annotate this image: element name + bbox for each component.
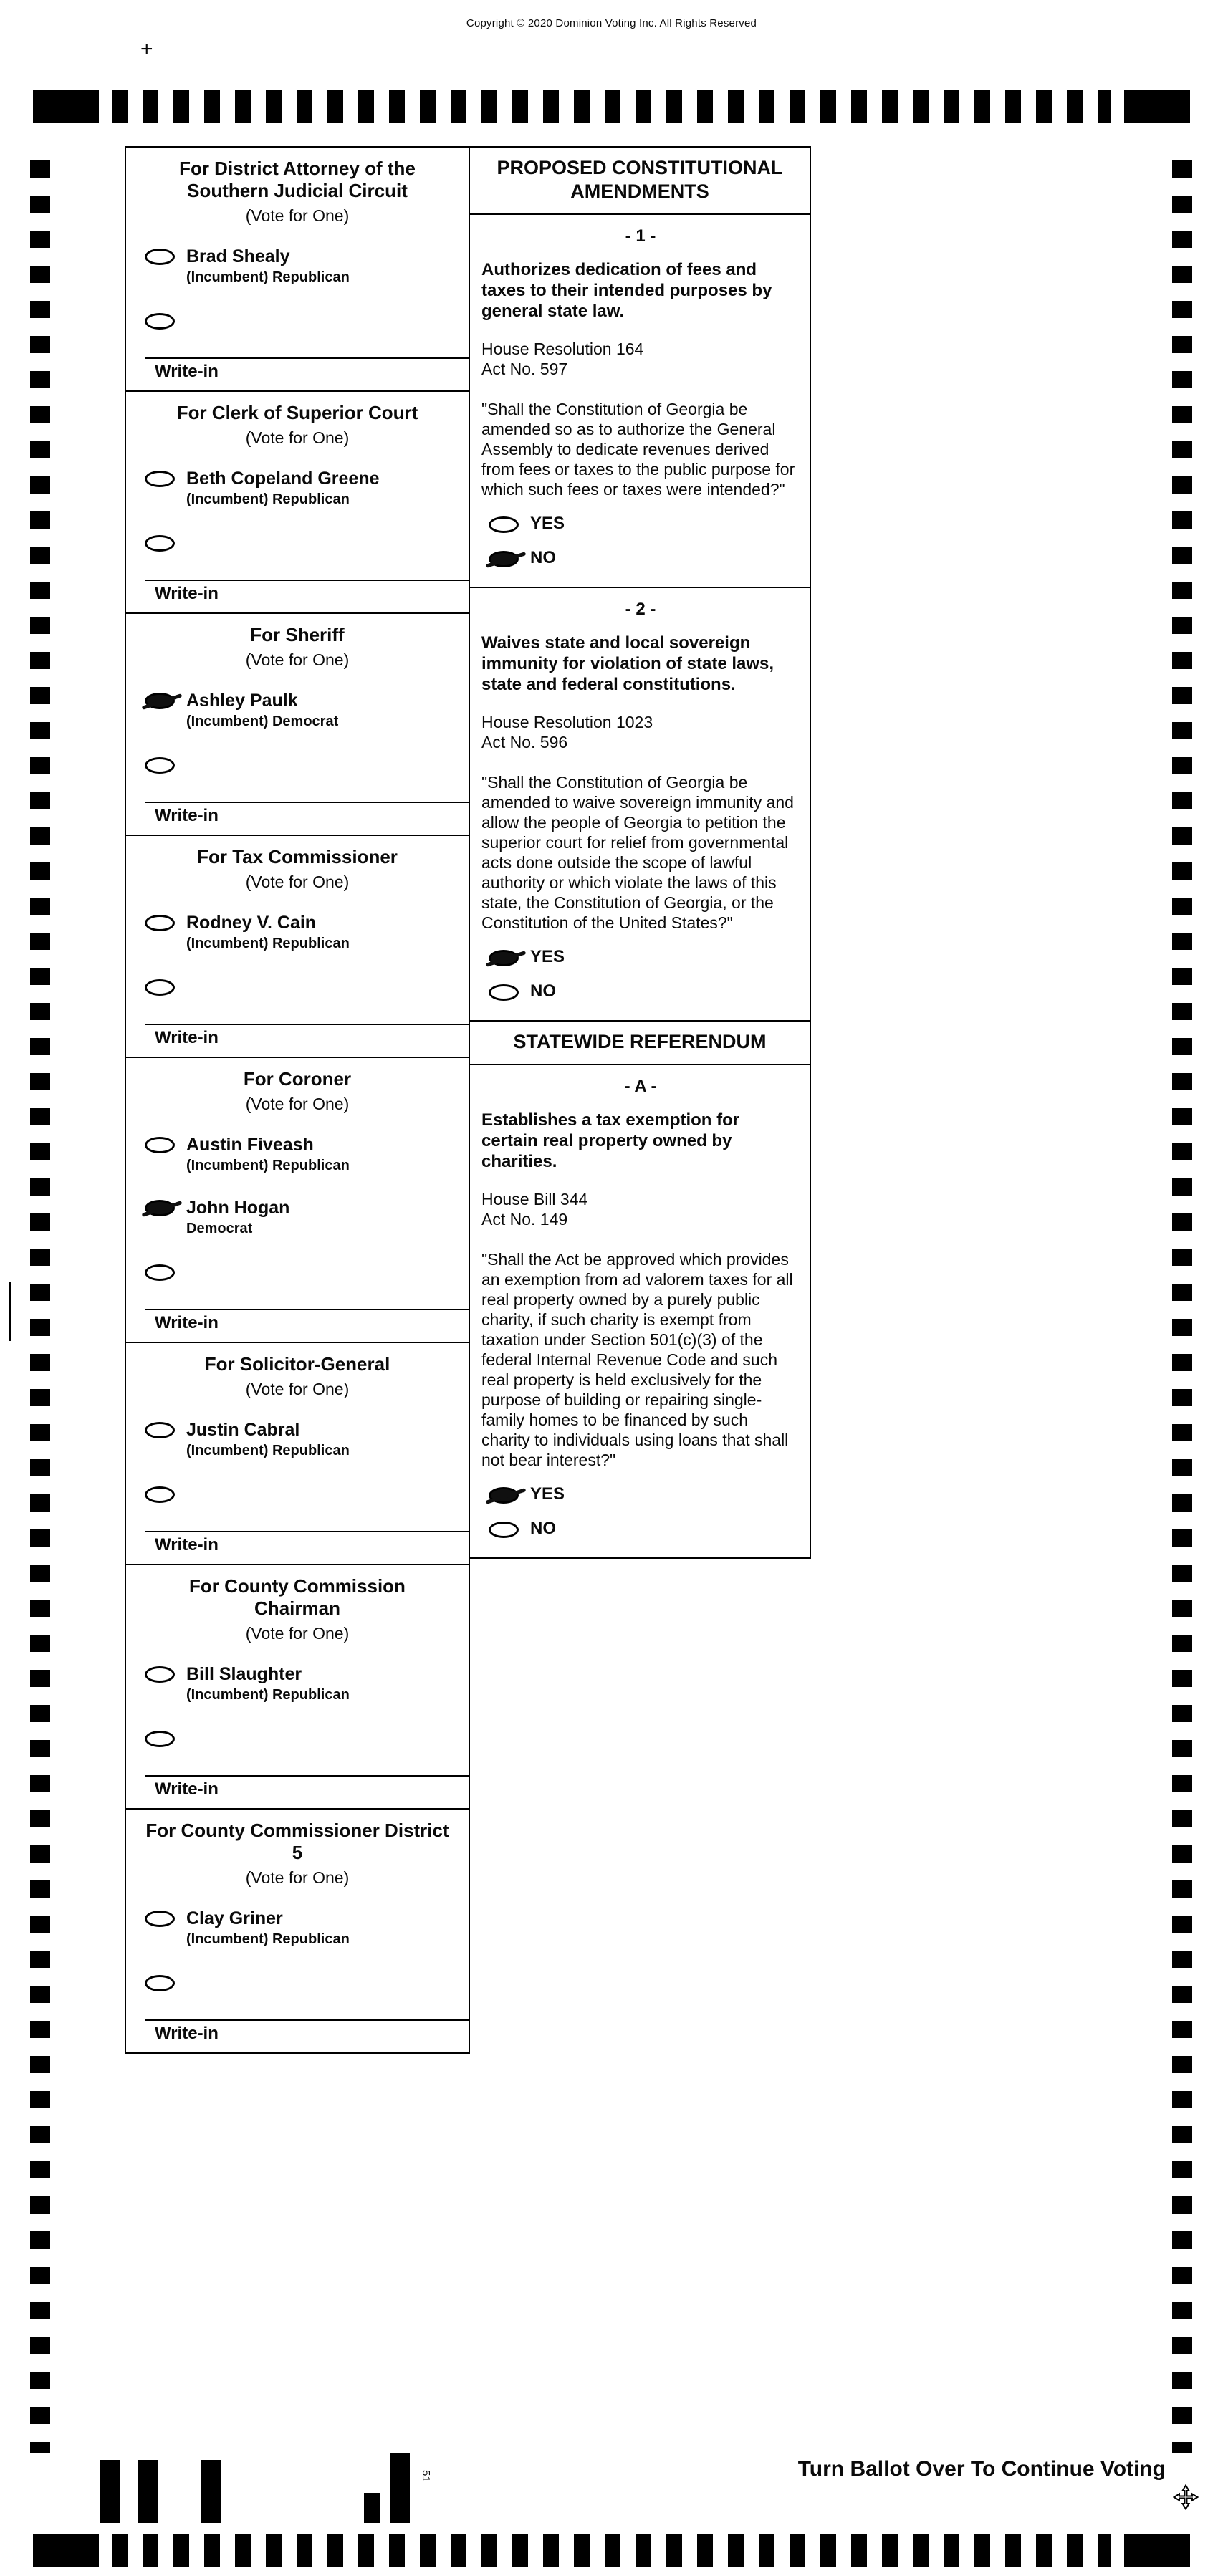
- writein-oval[interactable]: [145, 979, 175, 996]
- timing-marks-top: [33, 90, 1190, 123]
- vote-instruction: (Vote for One): [245, 1868, 350, 1887]
- candidate-name: Clay Griner: [186, 1908, 283, 1928]
- writein-oval[interactable]: [145, 757, 175, 774]
- ballot-oval[interactable]: [489, 551, 519, 567]
- vote-instruction: (Vote for One): [245, 650, 350, 669]
- measure-question: "Shall the Constitution of Georgia be amended so as to authorize the General Assembly to dedicate revenues derived from fees or taxes to the public purpose for which such fees or taxes were intended?": [481, 400, 795, 499]
- stub-bar: [100, 2460, 120, 2523]
- ballot-oval[interactable]: [145, 1200, 175, 1216]
- ballot-oval[interactable]: [489, 1522, 519, 1538]
- writein-line[interactable]: [145, 1024, 469, 1025]
- writein-label: Write-in: [155, 1028, 219, 1047]
- contest-clerk-superior-court: [126, 392, 469, 614]
- timing-bars: [112, 90, 1111, 123]
- vote-instruction: (Vote for One): [245, 1624, 350, 1643]
- candidate-row: [145, 1665, 469, 1706]
- writein-oval-row: [145, 978, 469, 1008]
- ballot-oval[interactable]: [489, 984, 519, 1001]
- candidate-name: John Hogan: [186, 1198, 290, 1218]
- option-label: NO: [530, 548, 556, 567]
- candidate-party: (Incumbent) Republican: [186, 1443, 350, 1458]
- writein-oval-row: [145, 1485, 469, 1515]
- writein-oval[interactable]: [145, 1264, 175, 1281]
- writein-oval[interactable]: [145, 1731, 175, 1747]
- writein-label: Write-in: [155, 806, 219, 825]
- vote-instruction: (Vote for One): [245, 873, 350, 891]
- contest-title: For Solicitor-General: [204, 1353, 390, 1375]
- measure-number: - 2 -: [625, 600, 656, 619]
- contest-district-attorney: [126, 148, 469, 392]
- writein-line[interactable]: [145, 802, 469, 803]
- measure-ref-line: House Bill 344: [481, 1190, 588, 1208]
- vote-instruction: (Vote for One): [245, 1095, 350, 1113]
- ballot-oval[interactable]: [145, 471, 175, 487]
- stub-bar: [364, 2493, 380, 2523]
- vote-instruction: (Vote for One): [245, 428, 350, 447]
- section-header-statewide-referendum: STATEWIDE REFERENDUM: [470, 1022, 810, 1065]
- candidate-row: [145, 1198, 469, 1240]
- writein-oval[interactable]: [145, 1975, 175, 1991]
- writein-label: Write-in: [155, 362, 219, 381]
- ballot-oval[interactable]: [145, 1137, 175, 1153]
- ballot-oval[interactable]: [145, 1666, 175, 1683]
- writein-oval-row: [145, 312, 469, 342]
- contest-sheriff: [126, 614, 469, 836]
- timing-marks-bottom: [33, 2534, 1190, 2567]
- measure-number: - 1 -: [625, 226, 656, 246]
- candidate-party: (Incumbent) Republican: [186, 269, 350, 285]
- contest-tax-commissioner: [126, 836, 469, 1058]
- writein-oval[interactable]: [145, 313, 175, 330]
- candidate-name: Brad Shealy: [186, 246, 290, 266]
- measure-reference: [481, 712, 800, 752]
- stub-bar: [138, 2460, 158, 2523]
- contest-title: For Tax Commissioner: [197, 846, 398, 868]
- writein-oval[interactable]: [145, 535, 175, 552]
- contest-title: For Coroner: [243, 1068, 352, 1090]
- option-label: NO: [530, 1519, 556, 1538]
- writein-line[interactable]: [145, 2019, 469, 2021]
- stub-bar: [390, 2453, 410, 2523]
- measure-amendment-1: [470, 215, 810, 588]
- section-header-constitutional-amendments: PROPOSED CONSTITUTIONAL AMENDMENTS: [470, 148, 810, 215]
- option-label: NO: [530, 981, 556, 1001]
- ballot-stub-barcode: [100, 2453, 432, 2523]
- writein-oval-row: [145, 1974, 469, 2004]
- measure-summary: Authorizes dedication of fees and taxes to their intended purposes by general state law.: [481, 260, 772, 321]
- copyright-line: Copyright © 2020 Dominion Voting Inc. All Rights Reserved: [466, 17, 757, 29]
- registration-tick: [9, 1282, 11, 1341]
- measure-ref-line: Act No. 596: [481, 733, 568, 751]
- candidate-name: Austin Fiveash: [186, 1135, 314, 1155]
- writein-oval-row: [145, 756, 469, 786]
- ballot-oval[interactable]: [145, 1422, 175, 1438]
- measure-referendum-a: [470, 1065, 810, 1557]
- writein-line[interactable]: [145, 580, 469, 581]
- measure-ref-line: House Resolution 1023: [481, 713, 653, 731]
- writein-oval-row: [145, 1729, 469, 1759]
- candidate-party: (Incumbent) Democrat: [186, 713, 339, 729]
- measure-summary: Establishes a tax exemption for certain real property owned by charities.: [481, 1110, 740, 1171]
- candidate-row: [145, 1421, 469, 1462]
- candidate-name: Justin Cabral: [186, 1420, 300, 1440]
- ballot-oval[interactable]: [145, 693, 175, 709]
- ballot-oval[interactable]: [489, 950, 519, 966]
- turn-ballot-instruction: Turn Ballot Over To Continue Voting: [797, 2457, 1166, 2481]
- candidate-party: (Incumbent) Republican: [186, 1687, 350, 1703]
- ballot-oval[interactable]: [489, 1487, 519, 1504]
- stub-bar: [201, 2460, 221, 2523]
- option-row-yes: [489, 514, 800, 534]
- writein-label: Write-in: [155, 2024, 219, 2043]
- measure-ref-line: House Resolution 164: [481, 340, 644, 358]
- candidate-row: [145, 1909, 469, 1951]
- writein-label: Write-in: [155, 584, 219, 603]
- contest-title: For County Commissioner District 5: [145, 1820, 449, 1863]
- registration-plus-mark: +: [140, 37, 153, 61]
- registration-cross-icon: [1173, 2484, 1199, 2514]
- candidate-name: Ashley Paulk: [186, 691, 298, 711]
- candidate-name: Rodney V. Cain: [186, 913, 317, 933]
- measure-summary: Waives state and local sovereign immunity for violation of state laws, state and federal constitutions.: [481, 633, 774, 694]
- measure-reference: [481, 339, 800, 379]
- contest-title: For District Attorney of the Southern Judicial Circuit: [179, 158, 416, 201]
- measure-ref-line: Act No. 597: [481, 360, 568, 378]
- vote-instruction: (Vote for One): [245, 206, 350, 225]
- writein-oval-row: [145, 1263, 469, 1293]
- candidate-row: [145, 913, 469, 955]
- measure-reference: [481, 1189, 800, 1229]
- ballot-oval[interactable]: [145, 1911, 175, 1927]
- timing-marks-left: [30, 160, 50, 2453]
- measure-question: "Shall the Act be approved which provides an exemption from ad valorem taxes for all real property owned by a purely public charity, if such charity is exempt from taxation under Section 501(c)(3) of the federal Internal Revenue Code and such real property is held exclusively for the purpose of building or repairing single-family homes to be financed by such charity to individuals using loans that shall not bear interest?": [481, 1250, 793, 1469]
- candidate-name: Bill Slaughter: [186, 1664, 302, 1684]
- writein-line[interactable]: [145, 357, 469, 359]
- candidate-row: [145, 1135, 469, 1177]
- contest-solicitor-general: [126, 1343, 469, 1565]
- contest-coroner: [126, 1058, 469, 1343]
- writein-line[interactable]: [145, 1309, 469, 1310]
- ballot-oval[interactable]: [145, 249, 175, 265]
- option-row-no: [489, 981, 800, 1001]
- contest-county-commissioner-district-5: [126, 1810, 469, 2044]
- contest-county-commission-chairman: [126, 1565, 469, 1810]
- writein-oval[interactable]: [145, 1486, 175, 1503]
- candidate-row: [145, 247, 469, 289]
- vote-instruction: (Vote for One): [245, 1380, 350, 1398]
- timing-corner-block: [33, 2534, 99, 2567]
- candidate-party: (Incumbent) Republican: [186, 1931, 350, 1947]
- candidate-row: [145, 691, 469, 733]
- timing-marks-right: [1172, 160, 1192, 2453]
- ballot-oval[interactable]: [145, 915, 175, 931]
- contests-column: [125, 146, 470, 2054]
- candidate-party: (Incumbent) Republican: [186, 936, 350, 951]
- candidate-row: [145, 469, 469, 511]
- candidate-party: Democrat: [186, 1221, 253, 1236]
- option-row-yes: [489, 1484, 800, 1504]
- measure-ref-line: Act No. 149: [481, 1210, 568, 1229]
- contest-title: For County Commission Chairman: [189, 1575, 406, 1619]
- timing-corner-block: [1124, 90, 1190, 123]
- writein-label: Write-in: [155, 1535, 219, 1554]
- option-row-no: [489, 1519, 800, 1539]
- measure-question: "Shall the Constitution of Georgia be amended to waive sovereign immunity and allow the people of Georgia to petition the superior court for relief from governmental acts done outside the scope of lawful authority or which violate the laws of this state, the Constitution of Georgia, or the Constitution of the United States?": [481, 773, 794, 932]
- option-label: YES: [530, 947, 565, 966]
- timing-bars: [112, 2534, 1111, 2567]
- option-label: YES: [530, 1484, 565, 1504]
- writein-oval-row: [145, 534, 469, 564]
- stub-number: 51: [420, 2470, 432, 2482]
- candidate-party: (Incumbent) Republican: [186, 491, 350, 507]
- writein-label: Write-in: [155, 1313, 219, 1332]
- candidate-party: (Incumbent) Republican: [186, 1158, 350, 1173]
- writein-line[interactable]: [145, 1775, 469, 1777]
- timing-corner-block: [33, 90, 99, 123]
- writein-line[interactable]: [145, 1531, 469, 1532]
- measure-number: - A -: [624, 1077, 657, 1096]
- measure-amendment-2: [470, 588, 810, 1022]
- contest-title: For Sheriff: [250, 624, 345, 645]
- measures-column: [469, 146, 811, 1559]
- option-row-yes: [489, 947, 800, 967]
- ballot-oval[interactable]: [489, 516, 519, 533]
- candidate-name: Beth Copeland Greene: [186, 468, 380, 489]
- writein-label: Write-in: [155, 1779, 219, 1799]
- timing-corner-block: [1124, 2534, 1190, 2567]
- option-row-no: [489, 548, 800, 568]
- contest-title: For Clerk of Superior Court: [176, 402, 418, 423]
- option-label: YES: [530, 514, 565, 533]
